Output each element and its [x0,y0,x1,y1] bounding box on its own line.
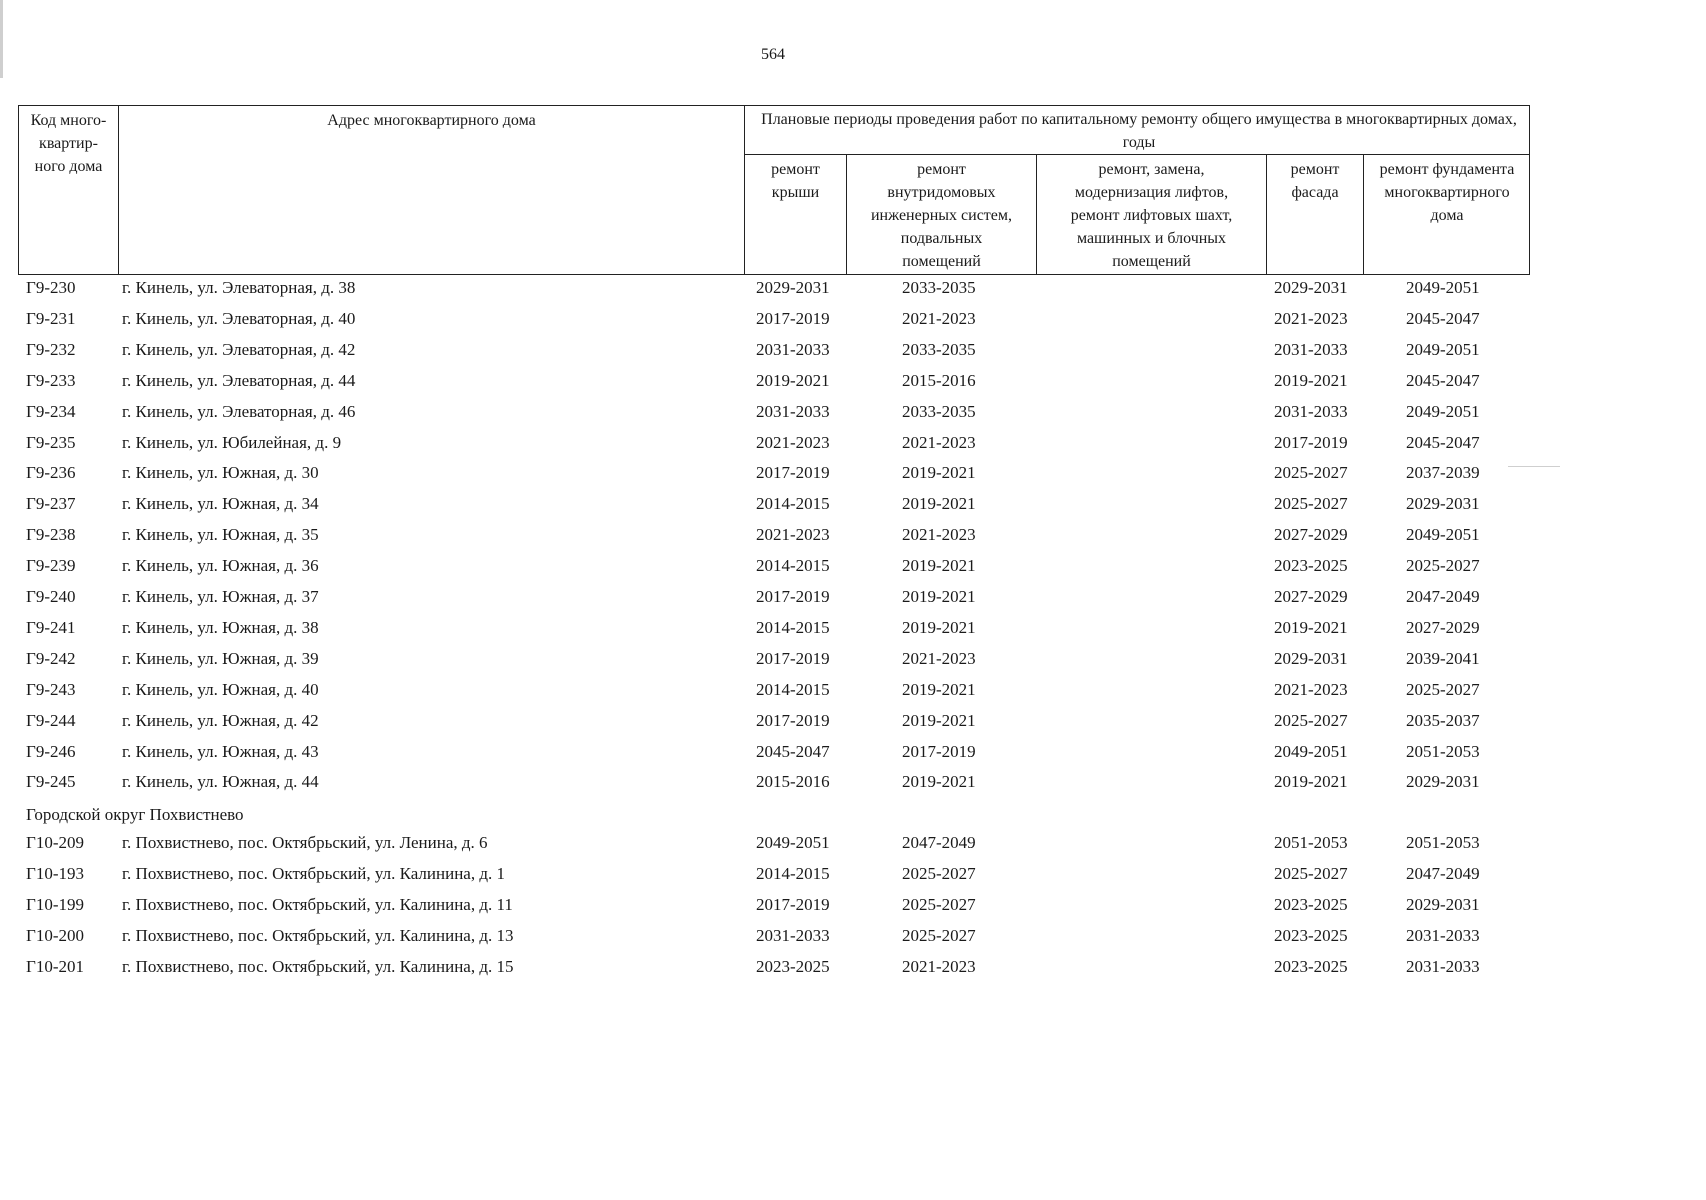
row-foundation-period: 2035-2037 [1406,710,1480,730]
row-address: г. Кинель, ул. Элеваторная, д. 44 [122,370,356,390]
row-address: г. Кинель, ул. Южная, д. 42 [122,710,319,730]
row-roof-period: 2015-2016 [756,772,830,792]
table-row [0,644,1568,674]
row-code: Г10-201 [26,957,84,976]
row-roof-period: 2017-2019 [756,308,830,328]
row-engineering-period: 2047-2049 [902,833,976,852]
table-row [0,767,1568,797]
row-foundation-period: 2047-2049 [1406,864,1480,883]
row-facade-period: 2025-2027 [1274,463,1348,483]
row-engineering-period: 2025-2027 [902,926,976,945]
section-title: Городской округ Похвистнево [26,805,244,824]
row-foundation-period: 2029-2031 [1406,772,1480,792]
row-foundation-period: 2031-2033 [1406,957,1480,976]
row-foundation-period: 2049-2051 [1406,278,1480,297]
row-roof-period: 2014-2015 [756,556,830,576]
table-row [0,706,1568,736]
row-code: Г9-236 [26,463,76,483]
row-engineering-period: 2021-2023 [902,432,976,452]
table-row [0,921,1568,951]
row-foundation-period: 2025-2027 [1406,556,1480,576]
row-roof-period: 2049-2051 [756,833,830,852]
row-facade-period: 2017-2019 [1274,432,1348,452]
row-foundation-period: 2049-2051 [1406,339,1480,359]
row-foundation-period: 2045-2047 [1406,308,1480,328]
row-address: г. Кинель, ул. Южная, д. 40 [122,679,319,699]
row-facade-period: 2023-2025 [1274,957,1348,976]
row-engineering-period: 2021-2023 [902,308,976,328]
row-code: Г9-232 [26,339,76,359]
table-row [0,397,1568,427]
row-facade-period: 2031-2033 [1274,401,1348,421]
row-facade-period: 2025-2027 [1274,494,1348,514]
row-address: г. Кинель, ул. Южная, д. 30 [122,463,319,483]
row-facade-period: 2031-2033 [1274,339,1348,359]
row-address: г. Кинель, ул. Южная, д. 44 [122,772,319,792]
row-code: Г9-245 [26,772,76,792]
scan-edge-mark [0,0,3,78]
row-facade-period: 2027-2029 [1274,525,1348,545]
row-address: г. Похвистнево, пос. Октябрьский, ул. Ленина, д. 6 [122,833,488,852]
row-roof-period: 2031-2033 [756,926,830,945]
row-code: Г9-238 [26,525,76,545]
row-engineering-period: 2021-2023 [902,648,976,668]
row-address: г. Кинель, ул. Элеваторная, д. 38 [122,278,356,297]
row-foundation-period: 2051-2053 [1406,741,1480,761]
row-engineering-period: 2019-2021 [902,556,976,576]
row-address: г. Кинель, ул. Юбилейная, д. 9 [122,432,342,452]
row-roof-period: 2017-2019 [756,710,830,730]
row-code: Г10-200 [26,926,84,945]
row-facade-period: 2019-2021 [1274,370,1348,390]
row-engineering-period: 2019-2021 [902,617,976,637]
table-row [0,304,1568,334]
row-foundation-period: 2029-2031 [1406,895,1480,914]
header-lifts: ремонт, замена, модернизация лифтов, ремонт лифтовых шахт, машинных и блочных помещений [1070,161,1233,270]
row-engineering-period: 2021-2023 [902,957,976,976]
header-code: Код много- квартир- ного дома [30,112,107,175]
row-engineering-period: 2019-2021 [902,463,976,483]
row-engineering-period: 2025-2027 [902,895,976,914]
row-roof-period: 2031-2033 [756,401,830,421]
row-roof-period: 2023-2025 [756,957,830,976]
row-code: Г9-240 [26,587,76,606]
row-address: г. Кинель, ул. Южная, д. 38 [122,617,319,637]
row-address: г. Кинель, ул. Южная, д. 37 [122,587,319,606]
row-foundation-period: 2031-2033 [1406,926,1480,945]
row-code: Г9-235 [26,432,76,452]
table-row [0,737,1568,767]
header-divider [744,154,1529,155]
row-foundation-period: 2051-2053 [1406,833,1480,852]
row-foundation-period: 2025-2027 [1406,679,1480,699]
row-code: Г10-199 [26,895,84,914]
row-code: Г10-193 [26,864,84,883]
row-address: г. Кинель, ул. Элеваторная, д. 40 [122,308,356,328]
row-foundation-period: 2047-2049 [1406,587,1480,606]
row-engineering-period: 2019-2021 [902,772,976,792]
table-header [18,105,1530,275]
table-row [0,520,1568,550]
header-roof: ремонт крыши [771,161,820,201]
row-foundation-period: 2049-2051 [1406,525,1480,545]
table-row [0,828,1568,858]
row-address: г. Похвистнево, пос. Октябрьский, ул. Калинина, д. 11 [122,895,513,914]
table-row [0,859,1568,889]
row-facade-period: 2049-2051 [1274,741,1348,761]
row-code: Г9-239 [26,556,76,576]
row-facade-period: 2025-2027 [1274,710,1348,730]
row-address: г. Кинель, ул. Южная, д. 34 [122,494,319,514]
row-code: Г9-234 [26,401,76,421]
row-engineering-period: 2019-2021 [902,710,976,730]
row-engineering-period: 2021-2023 [902,525,976,545]
row-engineering-period: 2019-2021 [902,587,976,606]
row-engineering-period: 2019-2021 [902,679,976,699]
row-roof-period: 2017-2019 [756,463,830,483]
row-foundation-period: 2049-2051 [1406,401,1480,421]
table-row [0,890,1568,920]
row-code: Г9-241 [26,617,76,637]
row-engineering-period: 2015-2016 [902,370,976,390]
row-roof-period: 2017-2019 [756,648,830,668]
table-row [0,675,1568,705]
row-foundation-period: 2039-2041 [1406,648,1480,668]
page-number: 564 [761,46,785,63]
table-row [0,428,1568,458]
row-code: Г9-246 [26,741,76,761]
header-foundation: ремонт фундамента многоквартирного дома [1379,161,1515,224]
row-roof-period: 2031-2033 [756,339,830,359]
row-roof-period: 2045-2047 [756,741,830,761]
header-engineering: ремонт внутридомовых инженерных систем, подвальных помещений [870,161,1013,270]
row-code: Г9-230 [26,278,76,297]
row-address: г. Кинель, ул. Южная, д. 36 [122,556,319,576]
row-engineering-period: 2033-2035 [902,278,976,297]
header-address: Адрес многоквартирного дома [327,112,536,129]
table-row [0,489,1568,519]
table-row [0,458,1568,488]
table-row [0,582,1568,612]
row-roof-period: 2014-2015 [756,494,830,514]
row-address: г. Похвистнево, пос. Октябрьский, ул. Калинина, д. 13 [122,926,514,945]
table-row [0,273,1568,303]
row-address: г. Кинель, ул. Южная, д. 43 [122,741,319,761]
row-roof-period: 2014-2015 [756,679,830,699]
table-row [0,613,1568,643]
row-foundation-period: 2045-2047 [1406,432,1480,452]
row-code: Г9-237 [26,494,76,514]
row-roof-period: 2019-2021 [756,370,830,390]
row-roof-period: 2014-2015 [756,864,830,883]
row-roof-period: 2017-2019 [756,587,830,606]
header-facade: ремонт фасада [1290,161,1340,201]
row-roof-period: 2014-2015 [756,617,830,637]
row-facade-period: 2019-2021 [1274,617,1348,637]
row-address: г. Кинель, ул. Элеваторная, д. 42 [122,339,356,359]
row-facade-period: 2023-2025 [1274,926,1348,945]
table-row [0,551,1568,581]
table-row [0,335,1568,365]
row-code: Г9-243 [26,679,76,699]
row-address: г. Похвистнево, пос. Октябрьский, ул. Калинина, д. 1 [122,864,505,883]
row-facade-period: 2023-2025 [1274,556,1348,576]
row-roof-period: 2021-2023 [756,432,830,452]
row-facade-period: 2025-2027 [1274,864,1348,883]
row-roof-period: 2021-2023 [756,525,830,545]
row-facade-period: 2029-2031 [1274,648,1348,668]
row-foundation-period: 2029-2031 [1406,494,1480,514]
row-code: Г9-233 [26,370,76,390]
row-address: г. Кинель, ул. Элеваторная, д. 46 [122,401,356,421]
row-roof-period: 2017-2019 [756,895,830,914]
row-code: Г9-244 [26,710,76,730]
row-code: Г9-231 [26,308,76,328]
row-foundation-period: 2045-2047 [1406,370,1480,390]
row-code: Г9-242 [26,648,76,668]
row-facade-period: 2029-2031 [1274,278,1348,297]
row-roof-period: 2029-2031 [756,278,830,297]
row-code: Г10-209 [26,833,84,852]
row-engineering-period: 2025-2027 [902,864,976,883]
row-engineering-period: 2019-2021 [902,494,976,514]
row-address: г. Похвистнево, пос. Октябрьский, ул. Калинина, д. 15 [122,957,514,976]
table-row [0,952,1568,982]
table-row [0,366,1568,396]
row-address: г. Кинель, ул. Южная, д. 35 [122,525,319,545]
row-engineering-period: 2033-2035 [902,401,976,421]
row-facade-period: 2021-2023 [1274,679,1348,699]
row-engineering-period: 2017-2019 [902,741,976,761]
header-periods: Плановые периоды проведения работ по капитальному ремонту общего имущества в многоквартирных домах, годы [761,111,1517,151]
row-foundation-period: 2037-2039 [1406,463,1480,483]
row-facade-period: 2027-2029 [1274,587,1348,606]
row-facade-period: 2023-2025 [1274,895,1348,914]
row-engineering-period: 2033-2035 [902,339,976,359]
row-foundation-period: 2027-2029 [1406,617,1480,637]
row-facade-period: 2051-2053 [1274,833,1348,852]
row-address: г. Кинель, ул. Южная, д. 39 [122,648,319,668]
row-facade-period: 2021-2023 [1274,308,1348,328]
row-facade-period: 2019-2021 [1274,772,1348,792]
